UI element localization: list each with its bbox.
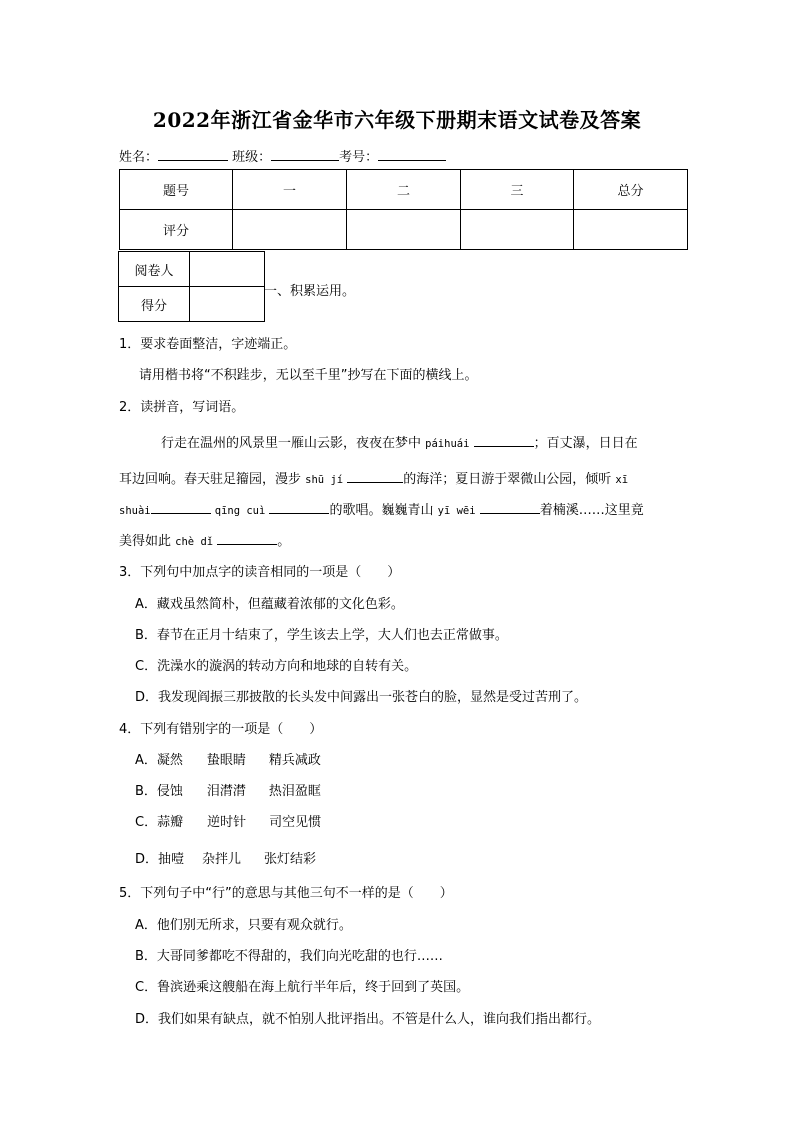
- q5-option-c[interactable]: C．鲁滨逊乘这艘船在海上航行半年后，终于回到了英国。: [135, 980, 470, 995]
- q2-text: 行走在温州的风景里一雁山云影，夜夜在梦中: [161, 436, 422, 451]
- q4-option-d[interactable]: [135, 848, 316, 867]
- q2-paragraph-line-1: [161, 432, 638, 451]
- pinyin-5: yī wēi: [437, 505, 476, 517]
- exam-no-label: 考号：: [339, 150, 379, 165]
- reviewer-label: 阅卷人: [119, 252, 190, 287]
- pinyin-5-blank[interactable]: [480, 501, 540, 514]
- pinyin-3: xī: [615, 474, 629, 486]
- q2-text: 的海洋；夏日游于翠微山公园，倾听: [403, 472, 612, 487]
- q5-option-d[interactable]: D．我们如果有缺点，就不怕别人批评指出。不管是什么人，谁向我们指出都行。: [135, 1012, 601, 1027]
- score-table: [119, 169, 688, 250]
- q4-option-b[interactable]: [135, 780, 321, 799]
- pinyin-4-blank[interactable]: [269, 501, 329, 514]
- score-row-label: 评分: [120, 210, 233, 250]
- exam-no-blank[interactable]: [378, 148, 446, 161]
- grader-table: [118, 251, 265, 322]
- q2-paragraph-line-4: [119, 530, 290, 549]
- q3-option-b[interactable]: B．春节在正月十结束了，学生该去上学，大人们也去正常做事。: [135, 628, 508, 643]
- section-1-title: 一、积累运用。: [264, 284, 356, 299]
- score-header-cell: 三: [461, 170, 574, 210]
- pinyin-2-blank[interactable]: [347, 470, 403, 483]
- reviewer-cell[interactable]: [190, 252, 265, 287]
- page-title: 2022年浙江省金华市六年级下册期末语文试卷及答案: [152, 108, 642, 132]
- q5-option-a[interactable]: A．他们别无所求，只要有观众就行。: [135, 918, 352, 933]
- score-cell[interactable]: [347, 210, 461, 250]
- q4-word: 抽噎: [158, 852, 185, 867]
- q4-stem: 4．下列有错别字的一项是（ ）: [119, 722, 323, 737]
- q4-word: 侵蚀: [156, 784, 183, 799]
- q2-text: 美得如此: [119, 534, 172, 549]
- grader-score-cell[interactable]: [190, 287, 265, 322]
- q4-word: 热泪盈眶: [268, 784, 321, 799]
- name-label: 姓名：: [119, 150, 159, 165]
- q4-word: 杂拌儿: [202, 852, 242, 867]
- q2-text: 耳边回响。春天驻足籀园，漫步: [119, 472, 302, 487]
- q4-word: 凝然: [156, 753, 183, 768]
- q4-word: 蒜瓣: [157, 815, 184, 830]
- q4-word: 蛰眼睛: [206, 753, 246, 768]
- q4-option-c[interactable]: [135, 811, 321, 830]
- pinyin-6-blank[interactable]: [217, 532, 277, 545]
- pinyin-2: shū jí: [305, 474, 344, 486]
- q5-stem: 5．下列句子中“行”的意思与其他三句不一样的是（ ）: [119, 886, 453, 901]
- q1-instruction: 请用楷书将“不积跬步，无以至千里”抄写在下面的横线上。: [139, 368, 478, 383]
- q4-option-letter: B．: [135, 784, 157, 799]
- q1-stem: 1．要求卷面整洁，字迹端正。: [119, 337, 297, 352]
- score-header-cell: 二: [347, 170, 461, 210]
- student-info-line: [119, 146, 446, 165]
- q4-option-letter: C．: [135, 815, 158, 830]
- q5-option-b[interactable]: B．大哥同爹都吃不得甜的，我们向光吃甜的也行……: [135, 949, 443, 964]
- q4-option-a[interactable]: [135, 749, 321, 768]
- q2-text: 的歌唱。巍巍青山: [329, 503, 434, 518]
- score-header-cell: 总分: [574, 170, 688, 210]
- score-header-cell: 题号: [120, 170, 233, 210]
- name-blank[interactable]: [158, 148, 228, 161]
- score-table-value-row: [120, 210, 688, 250]
- q4-word: 司空见惯: [269, 815, 322, 830]
- q4-word: 泪潸潸: [206, 784, 246, 799]
- q2-text: ；百丈瀑，日日在: [533, 436, 638, 451]
- class-blank[interactable]: [271, 148, 339, 161]
- pinyin-1: páihuái: [425, 438, 470, 450]
- q4-word: 逆时针: [207, 815, 247, 830]
- q2-text: 着楠溪……这里竟: [539, 503, 644, 518]
- score-header-cell: 一: [233, 170, 347, 210]
- pinyin-3b: shuài: [119, 505, 151, 517]
- q2-paragraph-line-3: [119, 499, 644, 518]
- q4-option-letter: D．: [135, 852, 159, 867]
- pinyin-6: chè dǐ: [175, 536, 214, 548]
- q2-stem: 2．读拼音，写词语。: [119, 400, 245, 415]
- pinyin-4: qīng cuì: [214, 505, 266, 517]
- score-cell[interactable]: [461, 210, 574, 250]
- q3-option-d[interactable]: D．我发现阎振三那披散的长头发中间露出一张苍白的脸，显然是受过苦刑了。: [135, 690, 588, 705]
- q3-option-a[interactable]: A．藏戏虽然简朴，但蕴藏着浓郁的文化色彩。: [135, 597, 404, 612]
- score-table-header-row: [120, 170, 688, 210]
- q4-word: 精兵减政: [268, 753, 321, 768]
- q2-paragraph-line-2: [119, 468, 628, 487]
- q4-word: 张灯结彩: [264, 852, 317, 867]
- pinyin-3-blank[interactable]: [151, 501, 211, 514]
- q4-option-letter: A．: [135, 753, 157, 768]
- pinyin-1-blank[interactable]: [474, 434, 534, 447]
- score-cell[interactable]: [574, 210, 688, 250]
- score-cell[interactable]: [233, 210, 347, 250]
- q3-option-c[interactable]: C．洗澡水的漩涡的转动方向和地球的自转有关。: [135, 659, 418, 674]
- q3-stem: 3．下列句中加点字的读音相同的一项是（ ）: [119, 565, 401, 580]
- q2-text: 。: [277, 534, 291, 549]
- grader-score-label: 得分: [119, 287, 190, 322]
- class-label: 班级：: [232, 150, 272, 165]
